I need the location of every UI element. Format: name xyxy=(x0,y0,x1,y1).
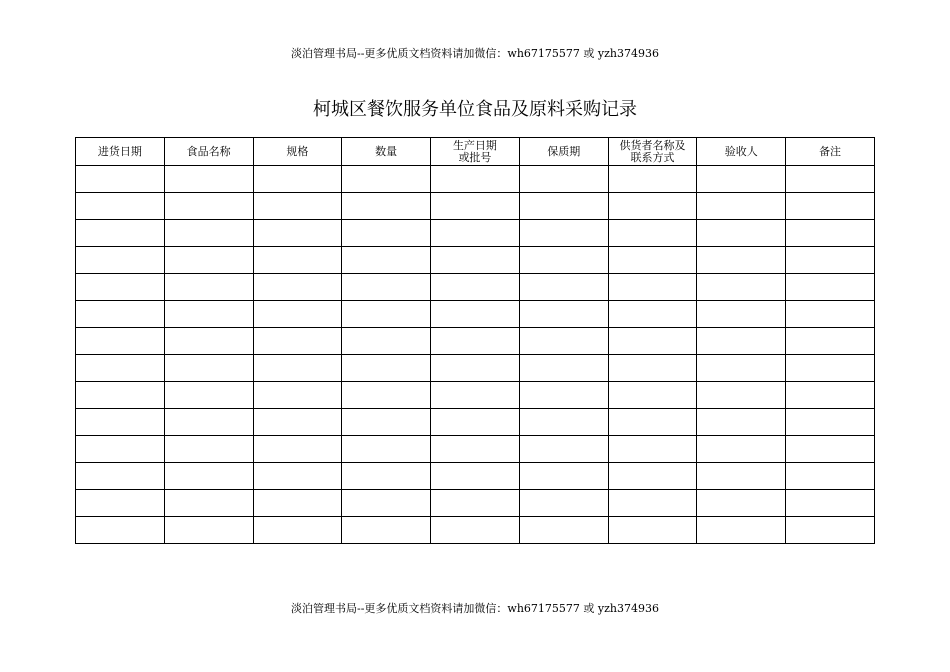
table-cell[interactable] xyxy=(608,274,697,301)
table-cell[interactable] xyxy=(76,382,165,409)
table-row xyxy=(76,166,875,193)
table-cell[interactable] xyxy=(164,490,253,517)
table-cell[interactable] xyxy=(164,301,253,328)
table-row xyxy=(76,301,875,328)
table-cell[interactable] xyxy=(431,517,520,544)
table-cell[interactable] xyxy=(697,247,786,274)
table-cell[interactable] xyxy=(608,328,697,355)
table-cell[interactable] xyxy=(786,328,875,355)
column-header-shelf-life: 保质期 xyxy=(519,138,608,166)
table-cell[interactable] xyxy=(76,355,165,382)
table-cell[interactable] xyxy=(608,355,697,382)
table-cell[interactable] xyxy=(253,517,342,544)
table-cell[interactable] xyxy=(253,247,342,274)
table-cell[interactable] xyxy=(519,409,608,436)
table-row xyxy=(76,220,875,247)
table-cell[interactable] xyxy=(786,247,875,274)
table-cell[interactable] xyxy=(342,301,431,328)
table-cell[interactable] xyxy=(431,436,520,463)
table-cell[interactable] xyxy=(342,166,431,193)
table-cell[interactable] xyxy=(431,247,520,274)
table-cell[interactable] xyxy=(608,409,697,436)
table-cell[interactable] xyxy=(786,517,875,544)
purchase-record-table xyxy=(75,137,875,544)
table-cell[interactable] xyxy=(342,382,431,409)
table-cell[interactable] xyxy=(519,382,608,409)
table-cell[interactable] xyxy=(253,436,342,463)
table-cell[interactable] xyxy=(697,355,786,382)
table-cell[interactable] xyxy=(519,355,608,382)
table-row xyxy=(76,382,875,409)
table-row xyxy=(76,247,875,274)
table-cell[interactable] xyxy=(342,436,431,463)
table-cell[interactable] xyxy=(76,463,165,490)
table-cell[interactable] xyxy=(342,328,431,355)
table-cell[interactable] xyxy=(164,517,253,544)
column-header-quantity: 数量 xyxy=(342,138,431,166)
table-cell[interactable] xyxy=(608,220,697,247)
table-cell[interactable] xyxy=(697,517,786,544)
table-cell[interactable] xyxy=(76,409,165,436)
table-cell[interactable] xyxy=(608,490,697,517)
column-header-remarks: 备注 xyxy=(786,138,875,166)
table-cell[interactable] xyxy=(164,328,253,355)
table-cell[interactable] xyxy=(519,517,608,544)
table-cell[interactable] xyxy=(786,301,875,328)
column-header-purchase-date: 进货日期 xyxy=(76,138,165,166)
column-header-supplier: 供货者名称及 联系方式 xyxy=(608,138,697,166)
table-cell[interactable] xyxy=(253,166,342,193)
table-cell[interactable] xyxy=(431,193,520,220)
table-cell[interactable] xyxy=(697,382,786,409)
table-cell[interactable] xyxy=(253,382,342,409)
table-cell[interactable] xyxy=(76,274,165,301)
table-cell[interactable] xyxy=(786,409,875,436)
table-cell[interactable] xyxy=(253,409,342,436)
table-cell[interactable] xyxy=(164,463,253,490)
table-cell[interactable] xyxy=(697,436,786,463)
footer-note: 淡泊管理书局--更多优质文档资料请加微信：wh67175577 或 yzh374936 xyxy=(291,602,659,615)
table-cell[interactable] xyxy=(519,328,608,355)
table-cell[interactable] xyxy=(431,328,520,355)
table-cell[interactable] xyxy=(342,490,431,517)
table-cell[interactable] xyxy=(164,193,253,220)
table-cell[interactable] xyxy=(697,328,786,355)
table-cell[interactable] xyxy=(431,409,520,436)
table-cell[interactable] xyxy=(164,220,253,247)
table-cell[interactable] xyxy=(786,220,875,247)
table-cell[interactable] xyxy=(519,301,608,328)
table-cell[interactable] xyxy=(608,436,697,463)
table-row xyxy=(76,193,875,220)
table-cell[interactable] xyxy=(786,193,875,220)
table-cell[interactable] xyxy=(608,247,697,274)
table-cell[interactable] xyxy=(786,463,875,490)
column-header-inspector: 验收人 xyxy=(697,138,786,166)
table-row xyxy=(76,517,875,544)
table-cell[interactable] xyxy=(164,382,253,409)
table-cell[interactable] xyxy=(786,274,875,301)
table-cell[interactable] xyxy=(253,490,342,517)
table-cell[interactable] xyxy=(697,301,786,328)
table-cell[interactable] xyxy=(697,166,786,193)
table-cell[interactable] xyxy=(253,301,342,328)
table-cell[interactable] xyxy=(164,409,253,436)
document-title: 柯城区餐饮服务单位食品及原料采购记录 xyxy=(313,99,637,120)
table-row xyxy=(76,274,875,301)
table-cell[interactable] xyxy=(164,274,253,301)
table-cell[interactable] xyxy=(253,463,342,490)
column-header-food-name: 食品名称 xyxy=(164,138,253,166)
table-cell[interactable] xyxy=(431,382,520,409)
table-cell[interactable] xyxy=(76,436,165,463)
table-cell[interactable] xyxy=(519,463,608,490)
table-row xyxy=(76,328,875,355)
table-cell[interactable] xyxy=(431,355,520,382)
table-cell[interactable] xyxy=(431,490,520,517)
table-cell[interactable] xyxy=(76,166,165,193)
table-cell[interactable] xyxy=(342,274,431,301)
table-cell[interactable] xyxy=(697,490,786,517)
table-header-row xyxy=(76,138,875,166)
table-cell[interactable] xyxy=(431,274,520,301)
table-cell[interactable] xyxy=(342,409,431,436)
header-note: 淡泊管理书局--更多优质文档资料请加微信：wh67175577 或 yzh374936 xyxy=(291,47,659,60)
table-row xyxy=(76,490,875,517)
table-cell[interactable] xyxy=(431,220,520,247)
table-cell[interactable] xyxy=(76,490,165,517)
table-cell[interactable] xyxy=(76,328,165,355)
table-cell[interactable] xyxy=(786,382,875,409)
table-cell[interactable] xyxy=(342,247,431,274)
table-cell[interactable] xyxy=(164,355,253,382)
table-cell[interactable] xyxy=(431,166,520,193)
table-cell[interactable] xyxy=(342,193,431,220)
table-cell[interactable] xyxy=(76,220,165,247)
table-cell[interactable] xyxy=(697,274,786,301)
table-cell[interactable] xyxy=(519,490,608,517)
table-cell[interactable] xyxy=(519,220,608,247)
table-cell[interactable] xyxy=(608,382,697,409)
table-cell[interactable] xyxy=(697,463,786,490)
table-cell[interactable] xyxy=(697,220,786,247)
table-cell[interactable] xyxy=(519,274,608,301)
table-cell[interactable] xyxy=(76,193,165,220)
table-row xyxy=(76,355,875,382)
table-cell[interactable] xyxy=(608,463,697,490)
table-cell[interactable] xyxy=(253,274,342,301)
table-cell[interactable] xyxy=(786,355,875,382)
table-cell[interactable] xyxy=(342,220,431,247)
column-header-production-date: 生产日期 或批号 xyxy=(431,138,520,166)
table-cell[interactable] xyxy=(342,517,431,544)
table-cell[interactable] xyxy=(164,166,253,193)
table-cell[interactable] xyxy=(76,247,165,274)
table-cell[interactable] xyxy=(608,166,697,193)
table-cell[interactable] xyxy=(519,193,608,220)
table-cell[interactable] xyxy=(431,301,520,328)
table-cell[interactable] xyxy=(431,463,520,490)
table-cell[interactable] xyxy=(786,166,875,193)
table-cell[interactable] xyxy=(76,517,165,544)
table-cell[interactable] xyxy=(786,436,875,463)
table-body xyxy=(76,166,875,544)
table-cell[interactable] xyxy=(164,247,253,274)
table-cell[interactable] xyxy=(164,436,253,463)
table-cell[interactable] xyxy=(697,193,786,220)
table-cell[interactable] xyxy=(253,193,342,220)
table-cell[interactable] xyxy=(342,463,431,490)
table-cell[interactable] xyxy=(608,193,697,220)
table-cell[interactable] xyxy=(342,355,431,382)
table-cell[interactable] xyxy=(519,166,608,193)
table-cell[interactable] xyxy=(519,247,608,274)
table-cell[interactable] xyxy=(786,490,875,517)
table-row xyxy=(76,409,875,436)
table-cell[interactable] xyxy=(608,301,697,328)
table-cell[interactable] xyxy=(76,301,165,328)
table-row xyxy=(76,463,875,490)
column-header-specification: 规格 xyxy=(253,138,342,166)
table-cell[interactable] xyxy=(697,409,786,436)
table-cell[interactable] xyxy=(519,436,608,463)
table-row xyxy=(76,436,875,463)
table-cell[interactable] xyxy=(253,328,342,355)
table-cell[interactable] xyxy=(253,220,342,247)
table-cell[interactable] xyxy=(253,355,342,382)
table-cell[interactable] xyxy=(608,517,697,544)
